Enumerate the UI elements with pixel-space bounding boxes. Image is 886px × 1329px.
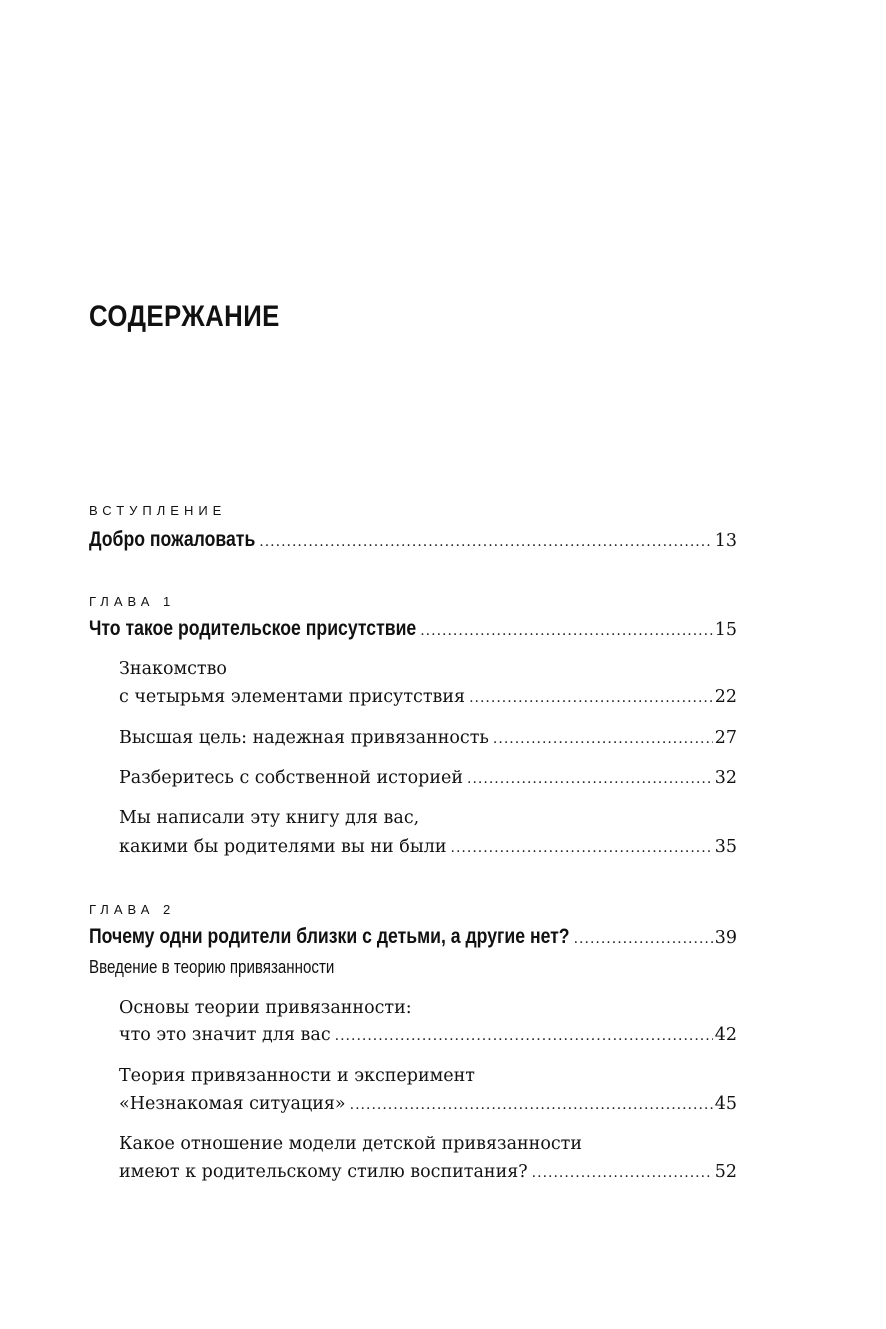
page-number: 27 xyxy=(714,728,737,748)
dot-leader xyxy=(469,690,713,706)
page-title: СОДЕРЖАНИЕ xyxy=(89,300,280,333)
page-number: 22 xyxy=(714,687,737,707)
toc-subentry[interactable] xyxy=(119,1162,737,1182)
dot-leader xyxy=(259,534,712,550)
toc-entry-chapter-2[interactable] xyxy=(89,925,737,949)
dot-leader xyxy=(574,931,713,947)
toc-subentry[interactable] xyxy=(119,687,737,707)
section-label-intro: ВСТУПЛЕНИЕ xyxy=(89,503,227,518)
toc-entry-welcome[interactable] xyxy=(89,528,737,552)
page-number: 52 xyxy=(714,1162,737,1182)
dot-leader xyxy=(335,1028,713,1044)
toc-subentry[interactable] xyxy=(119,728,737,748)
dot-leader xyxy=(420,623,713,639)
section-label-chapter-2: ГЛАВА 2 xyxy=(89,902,176,917)
toc-subentry-line: Какое отношение модели детской привязанности xyxy=(119,1134,583,1154)
section-label-chapter-1: ГЛАВА 1 xyxy=(89,594,176,609)
page-number: 45 xyxy=(714,1094,737,1114)
entry-title: Что такое родительское присутствие xyxy=(89,617,417,640)
chapter-subtitle: Введение в теорию привязанности xyxy=(89,957,335,977)
toc-entry-chapter-1[interactable] xyxy=(89,617,737,641)
entry-title: Добро пожаловать xyxy=(89,528,256,551)
toc-subentry[interactable] xyxy=(119,837,737,857)
page-number: 39 xyxy=(714,928,737,948)
page-number: 13 xyxy=(714,531,737,551)
page-number: 32 xyxy=(714,768,737,788)
page-number: 35 xyxy=(714,837,737,857)
toc-subentry[interactable] xyxy=(119,768,737,788)
dot-leader xyxy=(451,840,713,856)
toc-subentry[interactable] xyxy=(119,1094,737,1114)
dot-leader xyxy=(493,731,713,747)
toc-subentry-line: Основы теории привязанности: xyxy=(119,998,412,1018)
page-number: 42 xyxy=(714,1025,737,1045)
entry-title: Высшая цель: надежная привязанность xyxy=(119,728,489,748)
page-number: 15 xyxy=(714,620,737,640)
toc-subentry[interactable] xyxy=(119,1025,737,1045)
toc-subentry-line: Знакомство xyxy=(119,659,227,679)
toc-subentry-line: Мы написали эту книгу для вас, xyxy=(119,808,420,828)
entry-title: какими бы родителями вы ни были xyxy=(119,837,447,857)
entry-title: что это значит для вас xyxy=(119,1025,331,1045)
entry-title: Почему одни родители близки с детьми, а другие нет? xyxy=(89,925,570,948)
dot-leader xyxy=(350,1097,713,1113)
entry-title: имеют к родительскому стилю воспитания? xyxy=(119,1162,528,1182)
entry-title: «Незнакомая ситуация» xyxy=(119,1094,346,1114)
dot-leader xyxy=(532,1165,713,1181)
entry-title: с четырьмя элементами присутствия xyxy=(119,687,466,707)
entry-title: Разберитесь с собственной историей xyxy=(119,768,464,788)
toc-subentry-line: Теория привязанности и эксперимент xyxy=(119,1066,475,1086)
dot-leader xyxy=(467,771,713,787)
